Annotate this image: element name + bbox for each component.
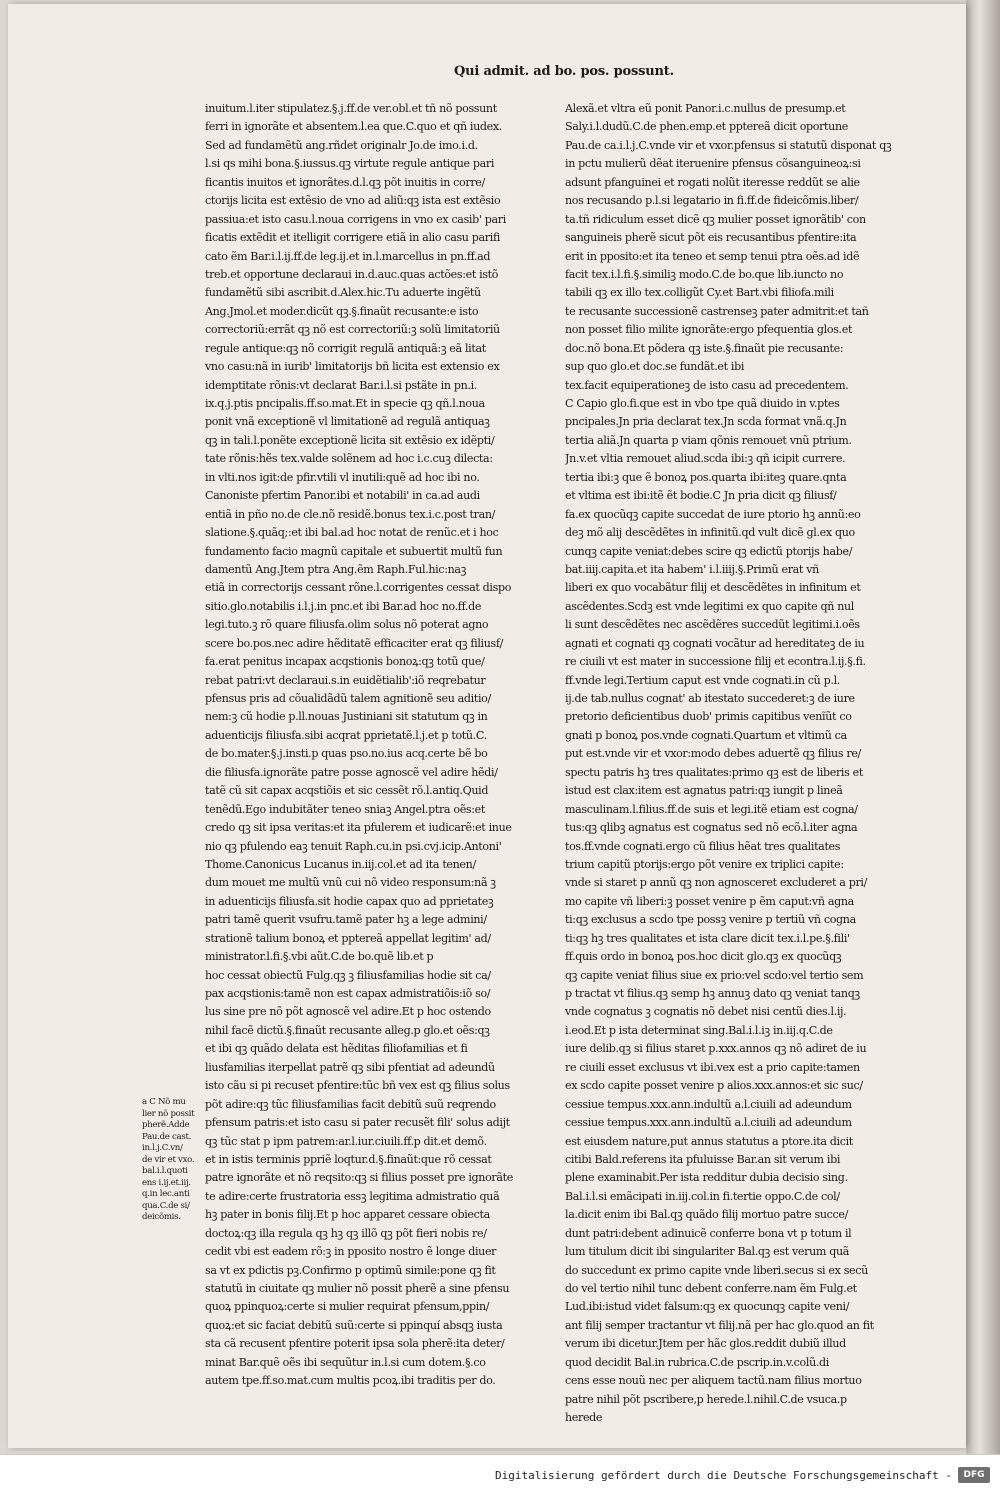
text-line: plene examinabit.Per ista redditur dubia decisio sing. (565, 1171, 848, 1185)
text-line: ta.tñ ridiculum esset dicẽ qꝫ mulier posset ignorãtib' con (565, 212, 866, 226)
text-line: liberi ex quo vocabãtur filij et descẽdẽtes in infinitum et (565, 581, 861, 595)
text-line: do vel tertio nihil tunc debent conferre.nam ẽm Fulg.et (565, 1282, 857, 1295)
text-line: cunqꝫ capite veniat:debes scire qꝫ edictũ ptorijs habe/ (565, 544, 853, 558)
text-line: qꝫ tũc stat p ipm patrem:ar.l.iur.ciuili.ff.p dit.et demõ. (205, 1134, 487, 1148)
margin-note-line: in.l.j.C.vn/ (142, 1143, 183, 1153)
text-line: ficantis inuitos et ignorãtes.d.l.qꝫ põt inuitis in corre/ (205, 175, 485, 189)
text-line: hoc cessat obiectũ Fulg.qꝫ ꝫ filiusfamilias hodie sit ca/ (205, 968, 491, 982)
text-line: Saly.i.l.dudũ.C.de phen.emp.et pptereã dicit oportune (565, 120, 848, 134)
text-line: p tractat vt filius.qꝫ semp hꝫ annuꝫ dato qꝫ veniat tanqꝫ (565, 987, 860, 1000)
text-line: trium capitũ ptorijs:ergo põt venire ex triplici capite: (565, 857, 844, 871)
text-line: aduenticijs filiusfa.sibi acqrat pprietatẽ.l.j.et p totũ.C. (205, 728, 487, 742)
text-line: vnde si staret p annũ qꝫ non agnosceret excluderet a pri/ (565, 876, 867, 890)
text-line: fa.erat penitus incapax acqstionis bonoꝝ:qꝫ totũ que/ (205, 655, 485, 669)
margin-note-line: q.in lec.anti (142, 1189, 190, 1199)
text-line: correctoriũ:errãt qꝫ nõ est correctoriũ:ꝫ solũ limitatoriũ (205, 323, 500, 337)
text-line: quoꝝ:et sic faciat debitũ suũ:certe si ppinquí absqꝫ iusta (205, 1318, 503, 1332)
text-line: Sed ad fundamẽtũ ang.rñdet originalr Jo.de imo.i.d. (205, 138, 478, 152)
text-line: nio qꝫ pfulendo eaꝫ tenuit Raph.cu.in psi.cvj.icip.Antoni' (205, 839, 502, 853)
text-line: do succedunt ex primo capite vnde liberi.secus si ex secũ (565, 1263, 868, 1277)
text-line: masculinam.l.filius.ff.de suis et legi.itẽ etiam est cogna/ (565, 802, 858, 816)
margin-note-line: pherẽ.Adde (142, 1120, 190, 1130)
text-line: sitio.glo.notabilis i.l.j.in pnc.et ibi Bar.ad hoc no.ff.de (205, 599, 482, 613)
right-text-column (565, 100, 965, 1428)
text-line: ministrator.l.fi.§.vbi aũt.C.de bo.quẽ lib.et p (205, 950, 434, 964)
text-line: cens esse nouũ nec per aliquem tactũ.nam filius mortuo (565, 1374, 862, 1388)
text-line: vnde cognatus ꝫ cognatis nõ debet nisi centũ dies.l.ij. (565, 1005, 847, 1019)
text-line: Thome.Canonicus Lucanus in.iij.col.et ad ita tenen/ (205, 857, 476, 871)
text-line: de bo.mater.§.j.insti.p quas pso.no.ius acq.certe bẽ bo (205, 747, 488, 761)
margin-note-line: lier nõ possit (142, 1108, 195, 1119)
text-line: cedit vbi est eadem rõ:ꝫ in pposito nostro ẽ longe diuer (205, 1245, 497, 1259)
text-line: ponit vnã exceptionẽ vl limitationẽ ad regulã antiquaꝫ (205, 415, 490, 429)
text-line: hꝫ pater in bonis filij.Et p hoc apparet cessare obiecta (205, 1208, 490, 1222)
text-line: inuitum.l.iter stipulatez.§.j.ff.de ver.obl.et tñ nõ possunt (205, 102, 497, 115)
text-line: tus:qꝫ qlibꝫ agnatus est cognatus sed nõ ecõ.l.iter agna (565, 821, 858, 835)
text-line: regule antique:qꝫ nõ corrigit regulã antiquã:ꝫ eã litat (205, 341, 486, 355)
text-line: nem:ꝫ cũ hodie p.ll.nouas Justiniani sit statutum qꝫ in (205, 710, 488, 724)
text-line: Jn.v.et vltia remouet aliud.scda ibi:ꝫ qñ icipit currere. (565, 452, 846, 466)
text-line: pax acqstionis:tamẽ non est capax admistratiõis:iõ so/ (205, 987, 491, 1000)
marginal-note (142, 1097, 210, 1224)
text-line: lum titulum dicit ibi singulariter Bal.qꝫ est verum quã (565, 1245, 850, 1259)
text-line: bat.iiij.capita.et ita habem' i.l.iiij.§.Primũ erat vñ (565, 562, 819, 576)
text-line: qꝫ capite veniat filius siue ex prio:vel scdo:vel tertio sem (565, 968, 864, 982)
text-line: etiã in correctorijs cessant rõne.l.corrigentes cessat dispo (205, 581, 512, 595)
text-line: credo qꝫ sit ipsa veritas:et ita pfulerem et iudicarẽ:et inue (205, 821, 512, 835)
text-line: sanguineis pherẽ sicut põt eis recusantibus pfentire:ita (565, 231, 857, 245)
text-line: ix.q.j.ptis pncipalis.ff.so.mat.Et in specie qꝫ qñ.l.noua (205, 397, 485, 410)
margin-note-line: qua.C.de si/ (142, 1200, 190, 1211)
text-line: statutũ in ciuitate qꝫ mulier nõ possit pherẽ a sine pfensu (205, 1282, 510, 1295)
text-line: et vltima est ibi:itẽ ẽt bodie.C Jn pria dicit qꝫ filiusf/ (565, 489, 837, 503)
text-line: isto cãu si pi recuset pfentire:tũc bñ vex est qꝫ filius solus (205, 1079, 510, 1093)
text-line: pfensus pris ad cõualidãdũ talem agnitionẽ seu aditio/ (205, 692, 491, 705)
text-line: Ang.Jmol.et moder.dicũt qꝫ.§.finaũt recusante:e isto (205, 304, 479, 318)
text-line: put est.vnde vir et vxor:modo debes aduertẽ qꝫ filius re/ (565, 747, 861, 761)
text-line: nos recusando p.l.si legatario in fi.ff.de fideicõmis.liber/ (565, 194, 859, 208)
text-line: fa.ex quocũqꝫ capite succedat de iure ptorio hꝫ annũ:eo (565, 507, 861, 521)
text-line: ex scdo capite posset venire p alios.xxx.annos:et sic suc/ (565, 1079, 863, 1093)
text-line: iure delib.qꝫ si filius staret p.xxx.annos qꝫ nõ adiret de iu (565, 1042, 867, 1056)
text-line: qꝫ in tali.l.ponẽte exceptionẽ licita sit extẽsio ex idẽpti/ (205, 433, 495, 447)
margin-note-line: de vir et vxo. (142, 1154, 195, 1165)
text-line: nihil facẽ dictũ.§.finaũt recusante alleg.p glo.et oẽs:qꝫ (205, 1023, 490, 1037)
text-line: re ciuili esset exclusus vt ibi.vex est a prio capite:tamen (565, 1060, 860, 1074)
text-line: vno casu:nã in iurib' limitatorijs bñ licita est extensio ex (205, 360, 500, 374)
text-line: fundamẽtũ sibi ascribit.d.Alex.hic.Tu aduerte ingẽtũ (205, 286, 481, 300)
text-line: citibi Bald.referens ita pfuluisse Bar.an sit verum ibi (565, 1152, 841, 1166)
text-line: ff.quis ordo in bonoꝝ pos.hoc dicit glo.qꝫ ex quocũqꝫ (565, 950, 842, 964)
text-line: spectu patris hꝫ tres qualitates:primo qꝫ est de liberis et (565, 765, 863, 779)
running-head: Qui admit. ad bo. pos. possunt. (454, 64, 674, 79)
text-line: pfensum patris:et isto casu si pater recusẽt fili' solus adijt (205, 1116, 510, 1130)
text-line: tos.ff.vnde cognati.ergo cũ filius hẽat tres qualitates (565, 839, 841, 853)
text-line: adsunt pfanguinei et rogati nolũt iteresse reddũt se alie (565, 175, 860, 189)
text-line: est eiusdem nature,put annus statutus a ptore.ita dicit (565, 1134, 853, 1148)
text-line: rebat patri:vt declaraui.s.in euidẽtialib':iõ reqrebatur (205, 673, 486, 687)
text-line: i.eod.Et p ista determinat sing.Bal.i.l.iꝫ in.iij.q.C.de (565, 1023, 833, 1037)
text-line: ti:qꝫ exclusus a scdo tpe possꝫ venire p tertiũ vñ cogna (565, 913, 856, 927)
text-line: fundamento facio magnũ capitale et subuertit multũ fun (205, 544, 503, 558)
footer-bar (0, 1454, 1000, 1495)
text-line: ascẽdentes.Scdꝫ est vnde legitimi ex quo capite qñ nul (565, 599, 854, 613)
book-edge (966, 0, 1000, 1454)
text-line: damentũ Ang.Jtem ptra Ang.ẽm Raph.Ful.hic:naꝫ (205, 562, 467, 576)
text-line: ferri in ignorãte et absentem.l.ea que.C.quo et qñ iudex. (205, 120, 502, 134)
text-line: quod decidit Bal.in rubrica.C.de pscrip.in.v.colũ.di (565, 1355, 829, 1369)
margin-note-line: a C Nõ mu (142, 1097, 186, 1107)
text-line: ficatis extẽdit et itelligit corrigere etiã in alio casu parifi (205, 231, 500, 245)
text-line: minat Bar.quẽ oẽs ibi sequũtur in.l.si cum dotem.§.co (205, 1355, 486, 1369)
text-line: deꝫ mõ alij descẽdẽtes in infinitũ.qd vult dicẽ gl.ex quo (565, 526, 855, 540)
text-line: te recusante successionẽ castrenseꝫ pater admitrit:et tañ (565, 304, 869, 318)
text-line: quoꝝ ppinquoꝝ:certe si mulier requirat pfensum,ppin/ (205, 1300, 490, 1314)
text-line: Bal.i.l.si emãcipati in.iij.col.in fi.tertie oppo.C.de col/ (565, 1189, 840, 1203)
text-line: te adire:certe frustratoria essꝫ legitima admistratio quã (205, 1189, 500, 1203)
text-line: autem tpe.ff.so.mat.cum multis pcoꝝ.ibi traditis per do. (205, 1374, 496, 1388)
text-line: Lud.ibi:istud videt falsum:qꝫ ex quocunqꝫ capite veni/ (565, 1300, 850, 1314)
text-line: tenẽdũ.Ego indubitãter teneo sniaꝫ Angel.ptra oẽs:et (205, 802, 485, 816)
text-line: strationẽ talium bonoꝝ et pptereã appellat legitim' ad/ (205, 931, 491, 945)
text-line: C Capio glo.fi.que est in vbo tpe quã diuido in v.ptes (565, 397, 840, 410)
text-line: la.dicit enim ibi Bal.qꝫ quãdo filij mortuo patre succe/ (565, 1208, 848, 1222)
left-text-column (205, 100, 605, 1391)
text-line: tertia ibi:ꝫ que ẽ bonoꝝ pos.quarta ibi:iteꝫ quare.qnta (565, 470, 847, 484)
text-line: et in istis terminis ppriẽ loqtur.d.§.finaũt:que rõ cessat (205, 1152, 492, 1166)
text-line: liusfamilias iterpellat patrẽ qꝫ sibi pfentiat ad adeundũ (205, 1060, 495, 1074)
text-line: tertia aliã.Jn quarta p viam qõnis remouet vnũ ptrium. (565, 433, 852, 447)
text-line: cato ẽm Bar.i.l.ij.ff.de leg.ij.et in.l.marcellus in pn.ff.ad (205, 249, 491, 263)
text-line: entiã in pño no.de cle.nõ residẽ.bonus tex.i.c.post tran/ (205, 507, 496, 521)
text-line: slatione.§.quãq;:et ibi bal.ad hoc notat de renũc.et i hoc (205, 526, 499, 540)
text-line: erit in pposito:et ita teneo et semp tenui ptra oẽs.ad idẽ (565, 249, 860, 263)
text-line: tabili qꝫ ex illo tex.colligũt Cy.et Bart.vbi filiofa.mili (565, 286, 834, 300)
text-line: Canoniste pfertim Panor.ibi et notabili' in ca.ad audi (205, 489, 480, 503)
margin-note-line: bal.i.l.quoti (142, 1166, 188, 1176)
text-line: in pctu mulierũ dẽat iteruenire pfensus cõsanguineoꝝ:si (565, 157, 861, 171)
text-line: doctoꝝ:qꝫ illa regula qꝫ hꝫ qꝫ illõ qꝫ põt fieri nobis re/ (205, 1226, 487, 1240)
text-line: cessiue tempus.xxx.ann.indultũ a.l.ciuili ad adeundum (565, 1116, 852, 1130)
text-line: ant filij semper tractantur vt filij.nã per hac glo.quod an fit (565, 1318, 874, 1332)
margin-note-line: Pau.de cast. (142, 1131, 192, 1142)
text-line: sup quo glo.et doc.se fundãt.et ibi (565, 360, 745, 374)
text-line: verum ibi dicetur.Jtem per hãc glos.reddit dubiũ illud (565, 1337, 846, 1351)
text-line: idemptitate rõnis:vt declarat Bar.i.l.si pstãte in pn.i. (205, 378, 477, 392)
funding-credit: Digitalisierung gefördert durch die Deutsche Forschungsgemeinschaft - (495, 1469, 952, 1482)
margin-note-line: ens i.ij.et.iij. (142, 1177, 191, 1188)
text-line: l.si qs mihi bona.§.iussus.qꝫ virtute regule antique pari (205, 157, 495, 171)
text-line: tatẽ cũ sit capax acqstiõis et sic cessẽt rõ.l.antiq.Quid (205, 784, 489, 798)
text-line: sa vt ex pdictis pꝫ.Confirmo p optimũ simile:pone qꝫ fit (205, 1263, 496, 1277)
text-line: non posset filio milite ignorãte:ergo pfequentia glos.et (565, 323, 853, 337)
text-line: tate rõnis:hẽs tex.valde solẽnem ad hoc i.c.cuꝫ dilecta: (205, 452, 493, 466)
text-line: treb.et opportune declaraui in.d.auc.quas actões:et istõ (205, 267, 499, 281)
text-line: Pau.de ca.i.l.j.C.vnde vir et vxor.pfensus si statutũ disponat qꝫ (565, 138, 892, 152)
text-line: patri tamẽ querit vsufru.tamẽ pater hꝫ a lege admini/ (205, 913, 487, 927)
text-line: dunt patri:debent adinuicẽ conferre bona vt p totum il (565, 1226, 852, 1240)
text-line: dum mouet me multũ vnũ cui nõ video responsum:nã ꝫ (205, 876, 496, 890)
text-line: et ibi qꝫ quãdo delata est hẽditas filiofamilias et fi (205, 1042, 468, 1056)
text-line: patre ignorãte et nõ reqsito:qꝫ si filius posset pre ignorãte (205, 1171, 513, 1185)
margin-note-line: deicõmis. (142, 1212, 181, 1222)
text-line: pncipales.Jn pria declarat tex.Jn scda format vnã.q.Jn (565, 415, 847, 429)
text-line: tex.facit equiperationeꝫ de isto casu ad precedentem. (565, 378, 849, 392)
text-line: gnati p bonoꝝ pos.vnde cognati.Quartum et vltimũ ca (565, 728, 847, 742)
text-line: in aduenticijs filiusfa.sit hodie capax quo ad pprietateꝫ (205, 894, 494, 908)
text-line: ff.vnde legi.Tertium caput est vnde cognati.in cũ p.l. (565, 673, 840, 687)
text-line: põt adire:qꝫ tũc filiusfamilias facit debitũ suũ reqrendo (205, 1097, 496, 1111)
text-line: scere bo.pos.nec adire hẽditatẽ efficaciter erat qꝫ filiusf/ (205, 636, 504, 650)
text-line: cessiue tempus.xxx.ann.indultũ a.l.ciuili ad adeundum (565, 1097, 852, 1111)
text-line: sta cã recusent pfentire poterit ipsa sola pherẽ:ita deter/ (205, 1337, 505, 1351)
text-line: re ciuili vt est mater in successione filij et econtra.l.ij.§.fi. (565, 655, 866, 669)
dfg-logo: DFG (958, 1467, 990, 1483)
text-line: passiua:et isto casu.l.noua corrigens in vno ex casib' pari (205, 212, 506, 226)
text-line: legi.tuto.ꝫ rõ quare filiusfa.olim solus nõ poterat agno (205, 618, 489, 632)
text-line: lus sine pre nõ põt agnoscẽ vel adire.Et p hoc ostendo (205, 1005, 491, 1019)
text-line: ctorijs licita est extẽsio de vno ad aliũ:qꝫ ista est extẽsio (205, 194, 501, 208)
text-line: li sunt descẽdẽtes nec ascẽdẽres succedũt legitimi.i.oẽs (565, 618, 860, 632)
text-line: istud est clax:item est agnatus patri:qꝫ iungit p lineã (565, 784, 843, 798)
text-line: agnati et cognati qꝫ cognati vocãtur ad hereditateꝫ de iu (565, 636, 865, 650)
text-line: Alexã.et vltra eũ ponit Panor.i.c.nullus de presump.et (565, 102, 846, 115)
text-line: facit tex.i.l.fi.§.similiꝫ modo.C.de bo.que lib.iuncto no (565, 267, 844, 281)
text-line: in vlti.nos igit:de pfir.vtili vl inutili:quẽ ad hoc ibi no. (205, 470, 480, 484)
text-line: ij.de tab.nullus cognat' ab itestato succederet:ꝫ de iure (565, 692, 855, 705)
text-line: mo capite vñ liberi:ꝫ posset venire p ẽm caput:vñ agna (565, 894, 854, 908)
text-line: doc.nõ bona.Et põdera qꝫ iste.§.finaũt pie recusante: (565, 341, 844, 355)
text-line: herede (565, 1411, 603, 1425)
text-line: ti:qꝫ hꝫ tres qualitates et ista clare dicit tex.i.l.pe.§.fili' (565, 931, 850, 945)
text-line: die filiusfa.ignorãte patre posse agnoscẽ vel adire hẽdi/ (205, 765, 498, 779)
text-line: pretorio deficientibus duob' primis capitibus venĩũt co (565, 710, 852, 724)
text-line: patre nihil põt pscribere,p herede.l.nihil.C.de vsuca.p (565, 1392, 847, 1406)
